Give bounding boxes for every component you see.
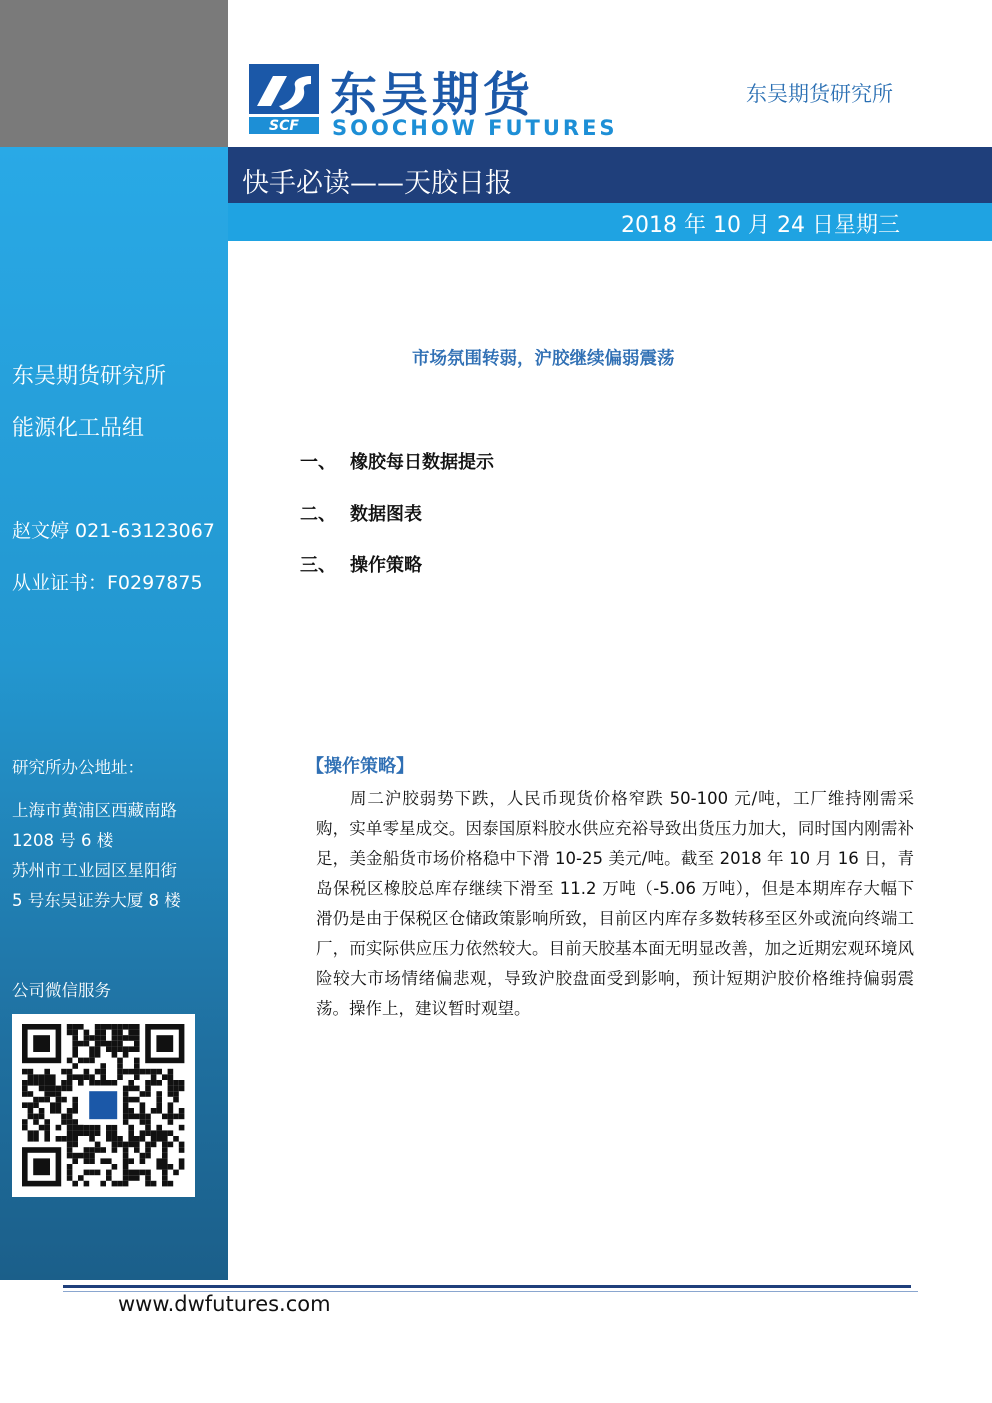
footer-divider <box>63 1285 911 1288</box>
report-title: 快手必读——天胶日报 <box>242 168 512 199</box>
toc-item-strategy[interactable]: 操作策略 <box>350 555 422 576</box>
wechat-qr-code <box>12 1014 195 1197</box>
strategy-paragraph: 周二沪胶弱势下跌，人民币现货价格窄跌 50-100 元/吨，工厂维持刚需采购，实单零星成交。因泰国原料胶水供应充裕导致出货压力加大，同时国内刚需补足，美金船货市场价格稳中下滑 10-25 美元/吨。截至 2018 年 10 月 16 日，青岛保税区橡胶总库存继续下滑至 11.2 万吨（-5.06 万吨），但是本期库存大幅下滑仍是由于保税区仓储政策影响所致，目前区内库存多数转移至区外或流向终端工厂，而实际供应压力依然较大。目前天胶基本面无明显改善，加之近期宏观环境风险较大市场情绪偏悲观，导致沪胶盘面受到影响，预计短期沪胶价格维持偏弱震荡。操作上，建议暂时观望。 <box>316 789 914 1018</box>
scf-logo-icon <box>249 64 319 134</box>
sidebar-analyst: 赵文婷 021-63123067 <box>12 520 215 542</box>
sidebar-address-line: 1208 号 6 楼 <box>12 831 114 850</box>
company-logo-chinese: 东吴期货 <box>330 68 534 123</box>
toc-item-charts[interactable]: 数据图表 <box>350 504 422 525</box>
sidebar-wechat-label: 公司微信服务 <box>12 981 111 1000</box>
sidebar-address-line: 苏州市工业园区星阳街 <box>12 861 177 880</box>
sidebar-address-label: 研究所办公地址： <box>12 758 144 777</box>
sidebar-license: 从业证书：F0297875 <box>12 572 203 594</box>
toc-item-data-tips[interactable]: 橡胶每日数据提示 <box>350 452 494 473</box>
sidebar-address-line: 上海市黄浦区西藏南路 <box>12 801 177 820</box>
company-logo-english: SOOCHOW FUTURES <box>332 116 618 140</box>
sidebar-institute: 东吴期货研究所 <box>12 364 167 389</box>
qr-code-icon <box>12 1014 195 1197</box>
report-headline: 市场氛围转弱，沪胶继续偏弱震荡 <box>412 349 675 369</box>
sidebar-group: 能源化工品组 <box>12 416 145 441</box>
footer-website-link[interactable]: www.dwfutures.com <box>118 1292 331 1316</box>
toc-number: 一、 <box>300 452 336 473</box>
sidebar-top-block <box>0 0 228 147</box>
toc-number: 二、 <box>300 504 336 525</box>
report-date: 2018 年 10 月 24 日星期三 <box>621 213 900 238</box>
sidebar-address-line: 5 号东吴证券大厦 8 楼 <box>12 891 181 910</box>
header-institute: 东吴期货研究所 <box>746 82 893 106</box>
strategy-section-title: 【操作策略】 <box>306 756 414 777</box>
toc-number: 三、 <box>300 555 336 576</box>
svg-text:SCF: SCF <box>269 118 299 134</box>
company-logo-mark <box>249 64 319 134</box>
